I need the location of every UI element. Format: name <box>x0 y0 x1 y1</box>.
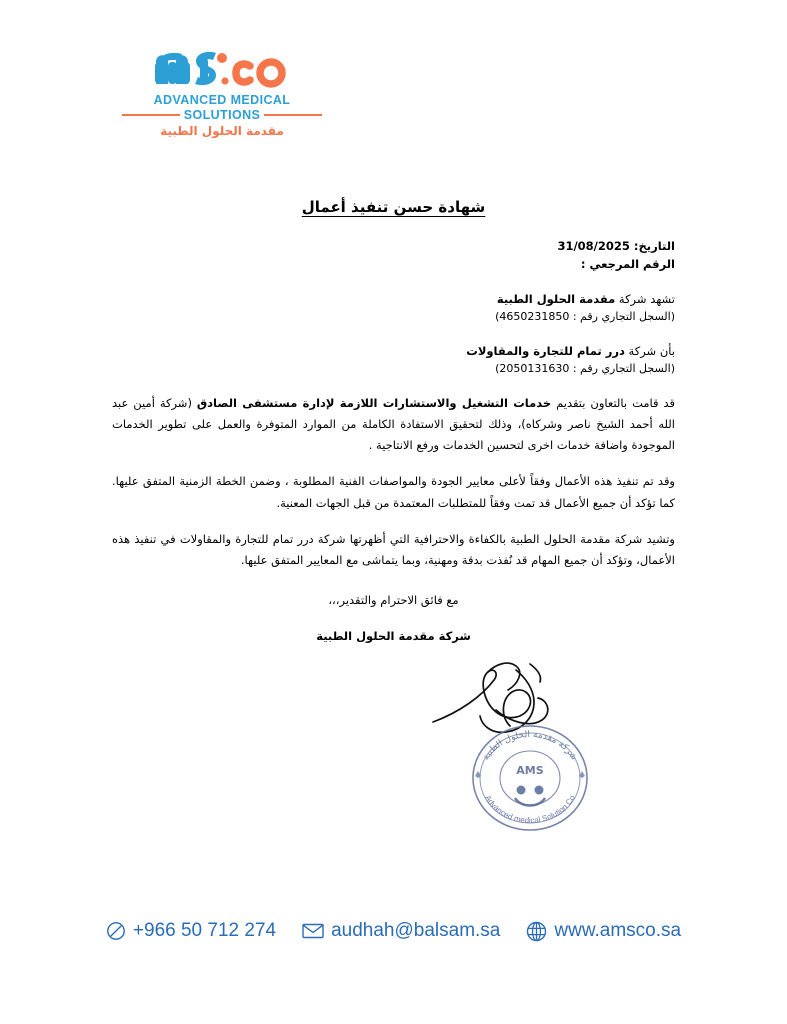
signature-company-name: شركة مقدمة الحلول الطبية <box>316 629 471 643</box>
closing-salutation: مع فائق الاحترام والتقدير،،، <box>328 593 459 608</box>
logo-line-solutions: SOLUTIONS <box>183 108 261 123</box>
stamp-arabic-text: شركة مقدمة الحلول الطبية <box>481 729 579 763</box>
logo-arabic-tagline: مقدمة الحلول الطبية <box>160 124 284 139</box>
reference-line: الرقم المرجعي : <box>580 256 675 271</box>
phone-icon <box>106 921 126 941</box>
paragraph-commendation: وتشيد شركة مقدمة الحلول الطبية بالكفاءة والاحترافية التي أظهرتها شركة درر تمام للتجارة والمقاولات في تنفيذ هذه الأعمال، وتؤكد أن جميع المهام قد نُفذت بدقة ومهنية، وبما يتماشى مع المعايير المتفق عليها. <box>112 531 675 568</box>
footer-website-text: www.amsco.sa <box>554 920 682 941</box>
envelope-icon <box>302 922 324 940</box>
date-label: التاريخ: <box>633 239 675 253</box>
paragraph-scope-of-work <box>112 393 675 457</box>
party-one-line <box>112 290 675 308</box>
logo-rule-left <box>264 114 322 116</box>
page-title: شهادة حسن تنفيذ أعمال <box>301 198 486 216</box>
date-line <box>112 238 675 256</box>
company-logo <box>122 44 322 138</box>
p1-part-b: (شركة أمين عبد الله أحمد الشيخ ناصر وشركاه)، وذلك لتحقيق الاستفادة الكاملة من الموارد المتوفرة والعمل على تطوير الخدمات الموجودة واضافة خدمات اخرى لتحسين الخدمات ورفع الانتاجية . <box>112 395 675 453</box>
party-two-cr-close: ) <box>495 362 500 375</box>
party-two-block <box>112 342 675 378</box>
party-two-intro: بأن شركة <box>624 343 675 358</box>
party-one-cr-label: (السجل التجاري رقم : <box>569 310 675 324</box>
document-body <box>112 238 675 643</box>
party-one-cr <box>112 308 675 326</box>
svg-text:شركة مقدمة الحلول الطبية <box>481 730 579 762</box>
footer-phone[interactable] <box>106 920 276 942</box>
party-two-cr-label: (السجل التجاري رقم : <box>569 362 675 375</box>
party-one-name: مقدمة الحلول الطبية <box>496 291 616 306</box>
logo-line-solutions-row <box>122 108 322 122</box>
stamp-center-mark: AMS <box>516 764 544 777</box>
footer-email[interactable] <box>302 920 500 942</box>
party-two-name: درر تمام للتجارة والمقاولات <box>466 343 625 358</box>
signature-and-stamp-area <box>430 650 630 835</box>
p1-part-a: قد قامت بالتعاون بتقديم <box>551 395 675 410</box>
footer-contact-bar <box>0 920 787 942</box>
amsco-logo-mark <box>152 44 292 90</box>
party-two-line <box>112 342 675 360</box>
logo-line-advanced-medical: ADVANCED MEDICAL <box>153 93 291 107</box>
date-value: 31/08/2025 <box>557 239 630 253</box>
footer-phone-text: +966 50 712 274 <box>132 920 277 941</box>
footer-website[interactable] <box>526 920 681 942</box>
company-stamp <box>455 718 605 838</box>
logo-rule-right <box>122 114 180 116</box>
p1-bold-services: خدمات التشغيل والاستشارات اللازمة لإدارة مستشفى الصادق <box>196 395 552 410</box>
party-one-block <box>112 290 675 326</box>
party-one-intro: تشهد شركة <box>615 291 675 306</box>
paragraph-quality-compliance: وقد تم تنفيذ هذه الأعمال وفقاً لأعلى معايير الجودة والمواصفات الفنية المطلوبة ، وضمن الخطة الزمنية المتفق عليها. كما تؤكد أن جميع الأعمال قد تمت وفقاً للمتطلبات المعتمدة من قبل الجهات المعنية. <box>112 474 675 510</box>
footer-email-text: audhah@balsam.sa <box>331 920 501 941</box>
party-one-cr-close: ) <box>495 310 500 324</box>
globe-icon <box>526 921 547 942</box>
party-two-cr <box>112 360 675 378</box>
stamp-latin-text: Advanced medical Solution Co <box>482 793 577 826</box>
party-two-cr-number: 2050131630 <box>499 362 570 375</box>
party-one-cr-number: 4650231850 <box>499 310 570 324</box>
